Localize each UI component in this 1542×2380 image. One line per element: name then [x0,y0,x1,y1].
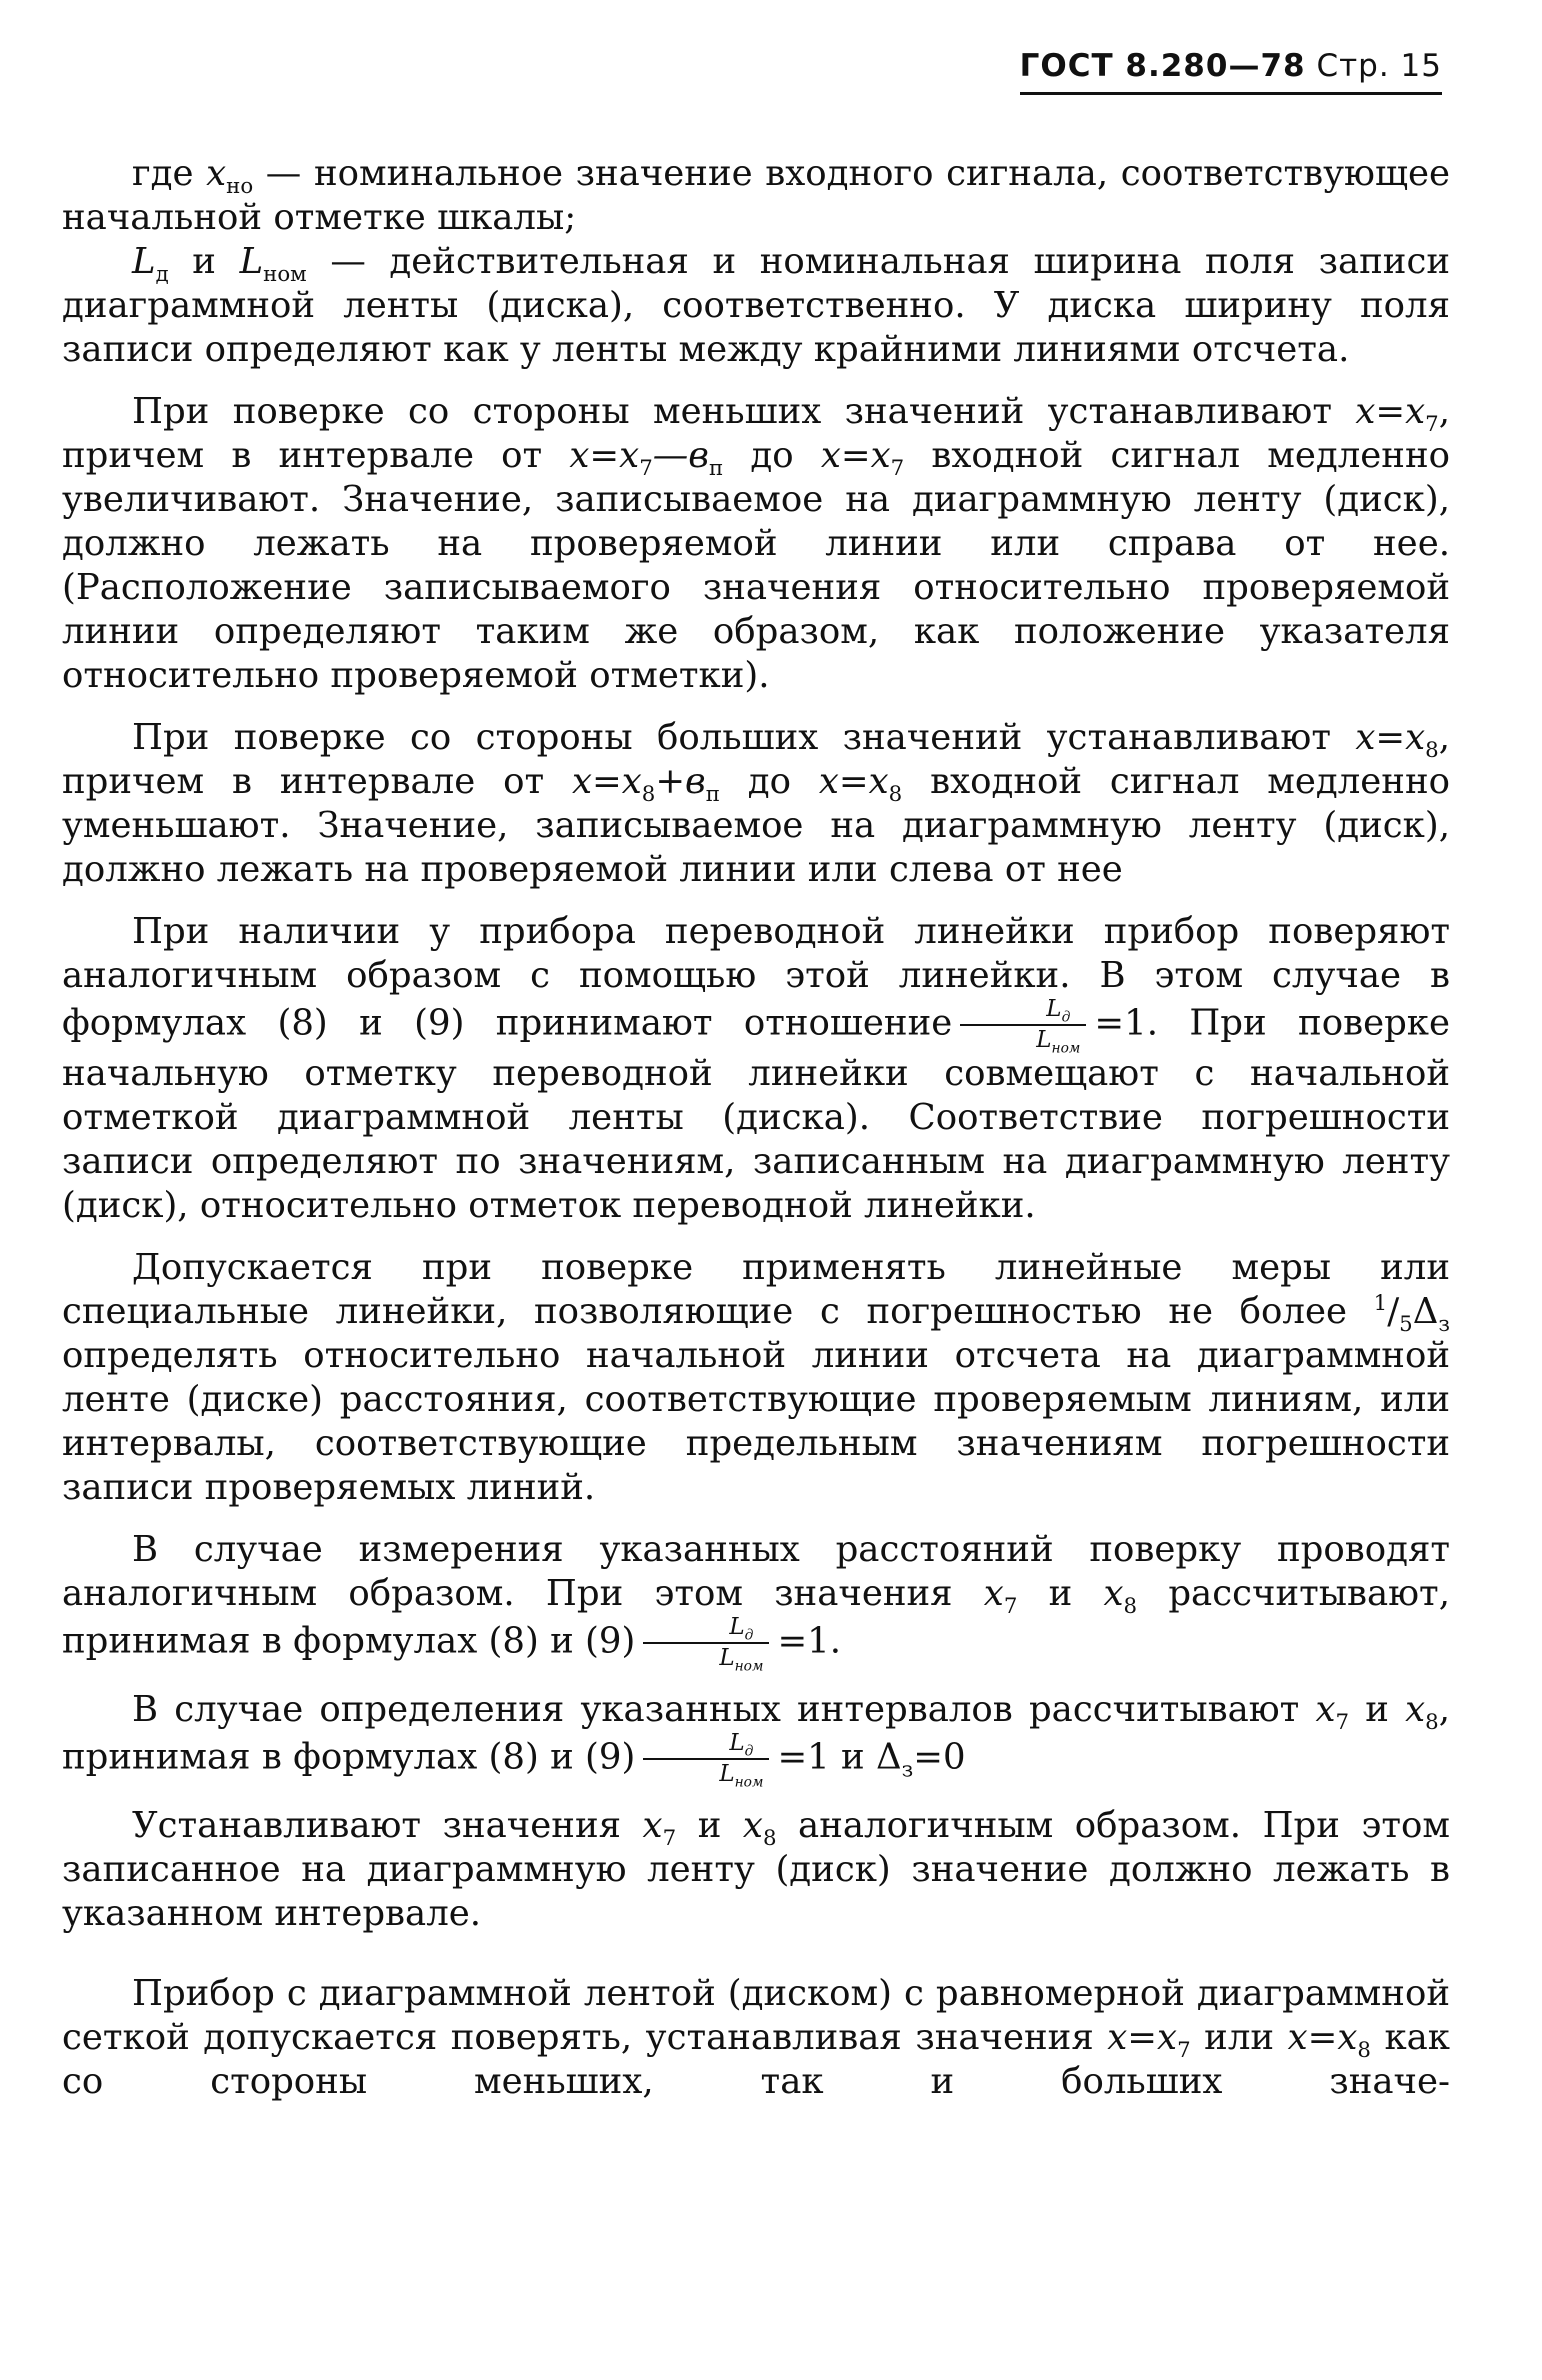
paragraph-2: $L_д$ и $L_{ном}$ — действительная и номинальная ширина поля записи диаграммной ленты (диска), соответственно. У диска ширину поля записи определяют как у ленты между крайними линиями отсчета. [62,241,1450,370]
paragraph-7: В случае измерения указанных расстояний поверку проводят аналогичным образом. При этом значения $x_7$ и $x_8$ рассчитывают, принимая в формулах (8) и (9) $\frac{L_д}{L_{ном}}$ =1. [62,1529,1450,1675]
standard-number: ГОСТ 8.280—78 [1019,48,1306,84]
paragraph-5: При наличии у прибора переводной линейки прибор поверяют аналогичным образом с помощью этой линейки. В этом случае в формулах (8) и (9) принимают отношение $\frac{L_д}{L_{ном}}$ =1. При поверке начальную отметку переводной линейки совмещают с начальной отметкой диаграммной ленты (диска). Соответствие погрешности записи определяют по значениям, записанным на диаграммную ленту (диск), относительно отметок переводной линейки. [62,911,1451,1226]
paragraph-8: В случае определения указанных интервалов рассчитывают $x_7$ и $x_8$, принимая в формулах (8) и (9) $\frac{L_д}{L_{ном}}$ =1 и $\Delta_з=0$ [62,1689,1450,1791]
fraction-ld-lnom: $\frac{L_д}{L_{ном}}$ [643,1616,769,1670]
paragraph-10: Прибор с диаграммной лентой (диском) с равномерной диаграммной сеткой допускается поверять, устанавливая значения $x=x_7$ или $x=x_8$ как со стороны меньших, так и больших значе- [62,1973,1450,2102]
fraction-ld-lnom: $\frac{L_д}{L_{ном}}$ [643,1732,769,1786]
paragraph-9: Устанавливают значения $x_7$ и $x_8$ аналогичным образом. При этом записанное на диаграммную ленту (диск) значение должно лежать в указанном интервале. [62,1805,1450,1934]
paragraph-3: При поверке со стороны меньших значений устанавливают $x=x_7$, причем в интервале от $x=x_7—в_п$ до $x=x_7$ входной сигнал медленно увеличивают. Значение, записываемое на диаграммную ленту (диск), должно лежать на проверяемой линии или справа от нее. (Расположение записываемого значения относительно проверяемой линии определяют таким же образом, как положение указателя относительно проверяемой отметки). [62,391,1450,696]
fraction-ld-lnom: $\frac{L_д}{L_{ном}}$ [960,998,1086,1052]
page-number: Стр. 15 [1316,48,1442,84]
body-text [62,152,1450,2104]
page-header [1020,48,1442,95]
paragraph-6: Допускается при поверке применять линейные меры или специальные линейки, позволяющие с погрешностью не более $^1/_5\Delta_з$ определять относительно начальной линии отсчета на диаграммной ленте (диске) расстояния, соответствующие проверяемым линиям, или интервалы, соответствующие предельным значениям погрешности записи проверяемых линий. [62,1247,1450,1508]
paragraph-4: При поверке со стороны больших значений устанавливают $x=x_8$, причем в интервале от $x=x_8+в_п$ до $x=x_8$ входной сигнал медленно уменьшают. Значение, записываемое на диаграммную ленту (диск), должно лежать на проверяемой линии или слева от нее [62,717,1450,890]
paragraph-1: где $x_{но}$ — номинальное значение входного сигнала, соответствующее начальной отметке шкалы; [62,153,1450,238]
